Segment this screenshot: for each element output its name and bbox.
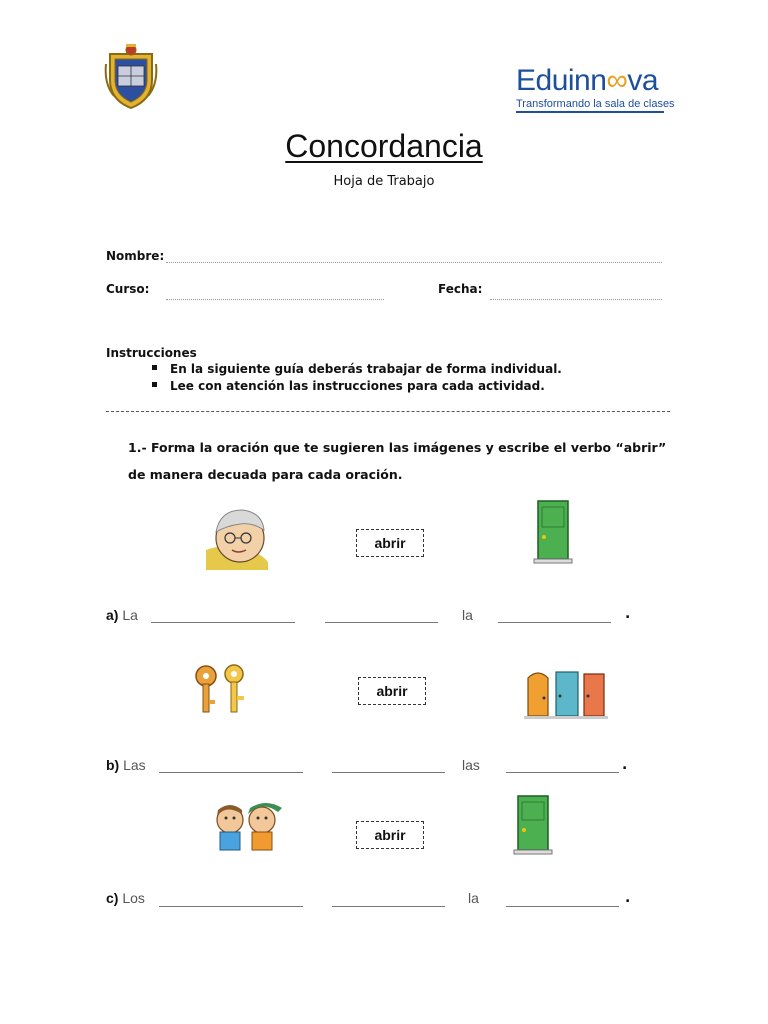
verb-blank[interactable]: [325, 622, 438, 623]
keys-illustration: [192, 662, 254, 716]
course-field[interactable]: [166, 299, 384, 300]
page-title: Concordancia: [285, 128, 483, 164]
period-text: .: [625, 606, 631, 622]
instruction-item: En la siguiente guía deberás trabajar de forma individual.: [152, 362, 562, 376]
bullet-square-icon: [152, 365, 157, 370]
course-label: Curso:: [106, 282, 150, 296]
sentence-row-c: [106, 890, 145, 906]
verb-box: abrir: [356, 821, 424, 849]
subject-blank[interactable]: [151, 622, 295, 623]
school-crest-logo: [104, 44, 158, 110]
green-door-illustration: [512, 792, 556, 858]
connector-text: la: [462, 607, 473, 623]
item-letter: b): [106, 757, 120, 773]
section-divider: [106, 411, 670, 412]
brand-underline: [516, 111, 664, 113]
object-blank[interactable]: [506, 772, 619, 773]
brand-tagline: Transformando la sala de clases: [516, 98, 675, 110]
connector-text: las: [462, 757, 480, 773]
subject-blank[interactable]: [159, 772, 303, 773]
name-field[interactable]: [166, 262, 662, 263]
article-text: Las: [123, 757, 146, 773]
verb-blank[interactable]: [332, 772, 445, 773]
connector-text: la: [468, 890, 479, 906]
date-label: Fecha:: [438, 282, 483, 296]
bullet-square-icon: [152, 382, 157, 387]
verb-blank[interactable]: [332, 906, 445, 907]
object-blank[interactable]: [498, 622, 611, 623]
page-subtitle: Hoja de Trabajo: [333, 174, 435, 189]
green-door-illustration: [532, 497, 576, 567]
object-blank[interactable]: [506, 906, 619, 907]
item-letter: c): [106, 890, 119, 906]
instruction-item: Lee con atención las instrucciones para cada actividad.: [152, 379, 545, 393]
verb-box: abrir: [358, 677, 426, 705]
eduinnova-logo: [516, 64, 675, 110]
instructions-heading: Instrucciones: [106, 346, 197, 360]
article-text: Los: [122, 890, 145, 906]
name-label: Nombre:: [106, 249, 165, 263]
date-field[interactable]: [490, 299, 662, 300]
grandmother-illustration: [202, 504, 272, 570]
period-text: .: [622, 757, 628, 773]
article-text: La: [122, 607, 138, 623]
three-doors-illustration: [522, 664, 612, 724]
item-letter: a): [106, 607, 119, 623]
subject-blank[interactable]: [159, 906, 303, 907]
brand-name: Eduinn∞va: [516, 64, 658, 97]
children-illustration: [206, 800, 290, 858]
question-text: 1.- Forma la oración que te sugieren las imágenes y escribe el verbo “abrir” de manera decuada para cada oración.: [128, 440, 667, 482]
verb-box: abrir: [356, 529, 424, 557]
sentence-row-b: [106, 757, 146, 773]
period-text: .: [625, 890, 631, 906]
sentence-row-a: [106, 607, 138, 623]
